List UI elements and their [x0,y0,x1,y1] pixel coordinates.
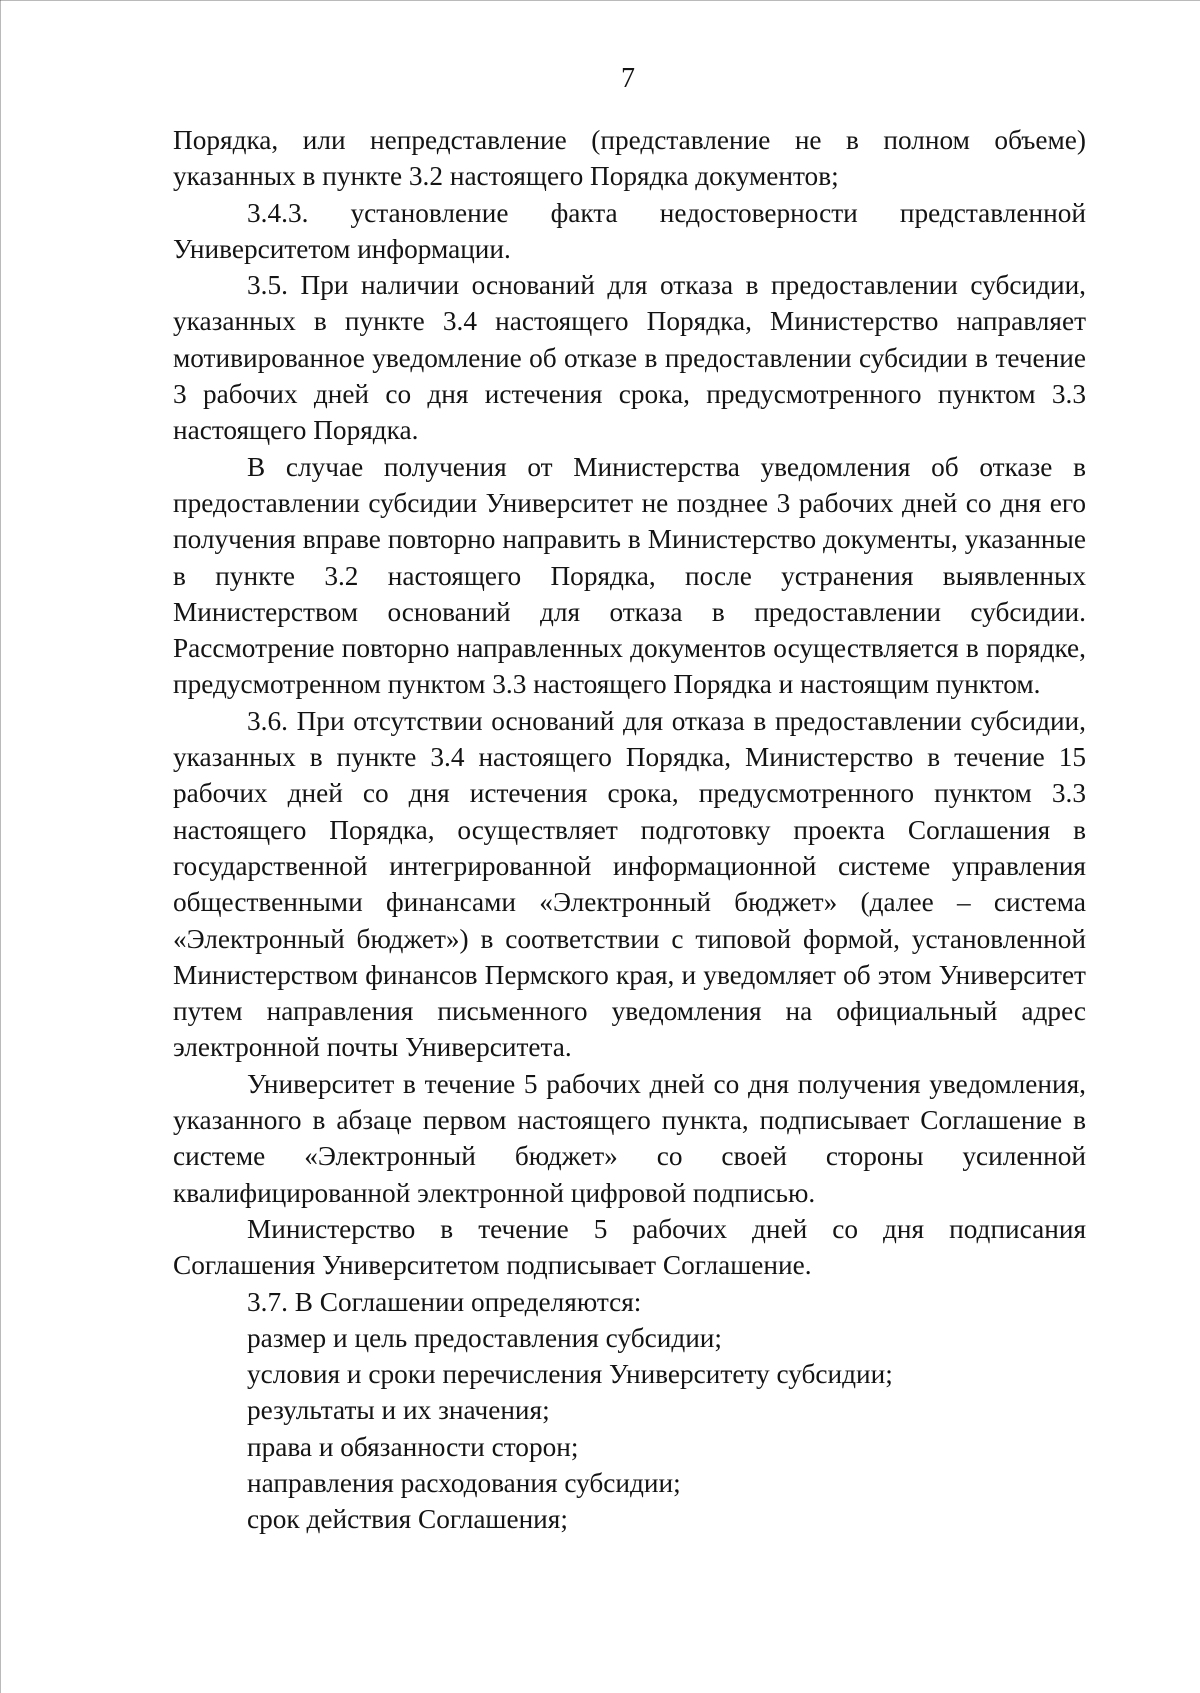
paragraph-3-6: 3.6. При отсутствии оснований для отказа в предоставлении субсидии, указанных в пункте 3.4 настоящего Порядка, Министерство в течение 15 рабочих дней со дня истечения срока, предусмотренного пунктом 3.3 настоящего Порядка, осуществляет подготовку проекта Соглашения в государственной интегрированной информационной системе управления общественными финансами «Электронный бюджет» (далее – система «Электронный бюджет») в соответствии с типовой формой, установленной Министерством финансов Пермского края, и уведомляет об этом Университет путем направления письменного уведомления на официальный адрес электронной почты Университета. [173,705,1086,1063]
paragraph-3-6-ministry: Министерство в течение 5 рабочих дней со дня подписания Соглашения Университетом подписывает Соглашение. [173,1213,1086,1281]
scan-edge-top [0,0,1200,1]
list-item: срок действия Соглашения; [247,1504,568,1535]
list-item: условия и сроки перечисления Университету субсидии; [247,1359,893,1390]
list-item: права и обязанности сторон; [247,1431,579,1462]
page-number: 7 [621,63,635,94]
document-body [173,122,1086,1538]
list-item: направления расходования субсидии; [247,1467,681,1498]
paragraph-3-4-3: 3.4.3. установление факта недостоверности представленной Университетом информации. [173,197,1086,264]
paragraph-3-5: 3.5. При наличии оснований для отказа в предоставлении субсидии, указанных в пункте 3.4 настоящего Порядка, Министерство направляет мотивированное уведомление об отказе в предоставлении субсидии в течение 3 рабочих дней со дня истечения срока, предусмотренного пунктом 3.3 настоящего Порядка. [173,270,1086,446]
scan-edge-left [0,0,1,1693]
list-item: результаты и их значения; [247,1395,550,1426]
paragraph-3-5-refusal: В случае получения от Министерства уведомления об отказе в предоставлении субсидии Университет не позднее 3 рабочих дней со дня его получения вправе повторно направить в Министерство документы, указанные в пункте 3.2 настоящего Порядка, после устранения выявленных Министерством оснований для отказа в предоставлении субсидии. Рассмотрение повторно направленных документов осуществляется в порядке, предусмотренном пунктом 3.3 настоящего Порядка и настоящим пунктом. [173,451,1086,700]
list-item: размер и цель предоставления субсидии; [247,1322,723,1353]
paragraph-continuation: Порядка, или непредставление (представление не в полном объеме) указанных в пункте 3.2 настоящего Порядка документов; [173,125,1086,192]
paragraph-3-7: 3.7. В Соглашении определяются: [247,1286,642,1317]
paragraph-3-6-university: Университет в течение 5 рабочих дней со дня получения уведомления, указанного в абзаце первом настоящего пункта, подписывает Соглашение в системе «Электронный бюджет» со своей стороны усиленной квалифицированной электронной цифровой подписью. [173,1068,1086,1208]
